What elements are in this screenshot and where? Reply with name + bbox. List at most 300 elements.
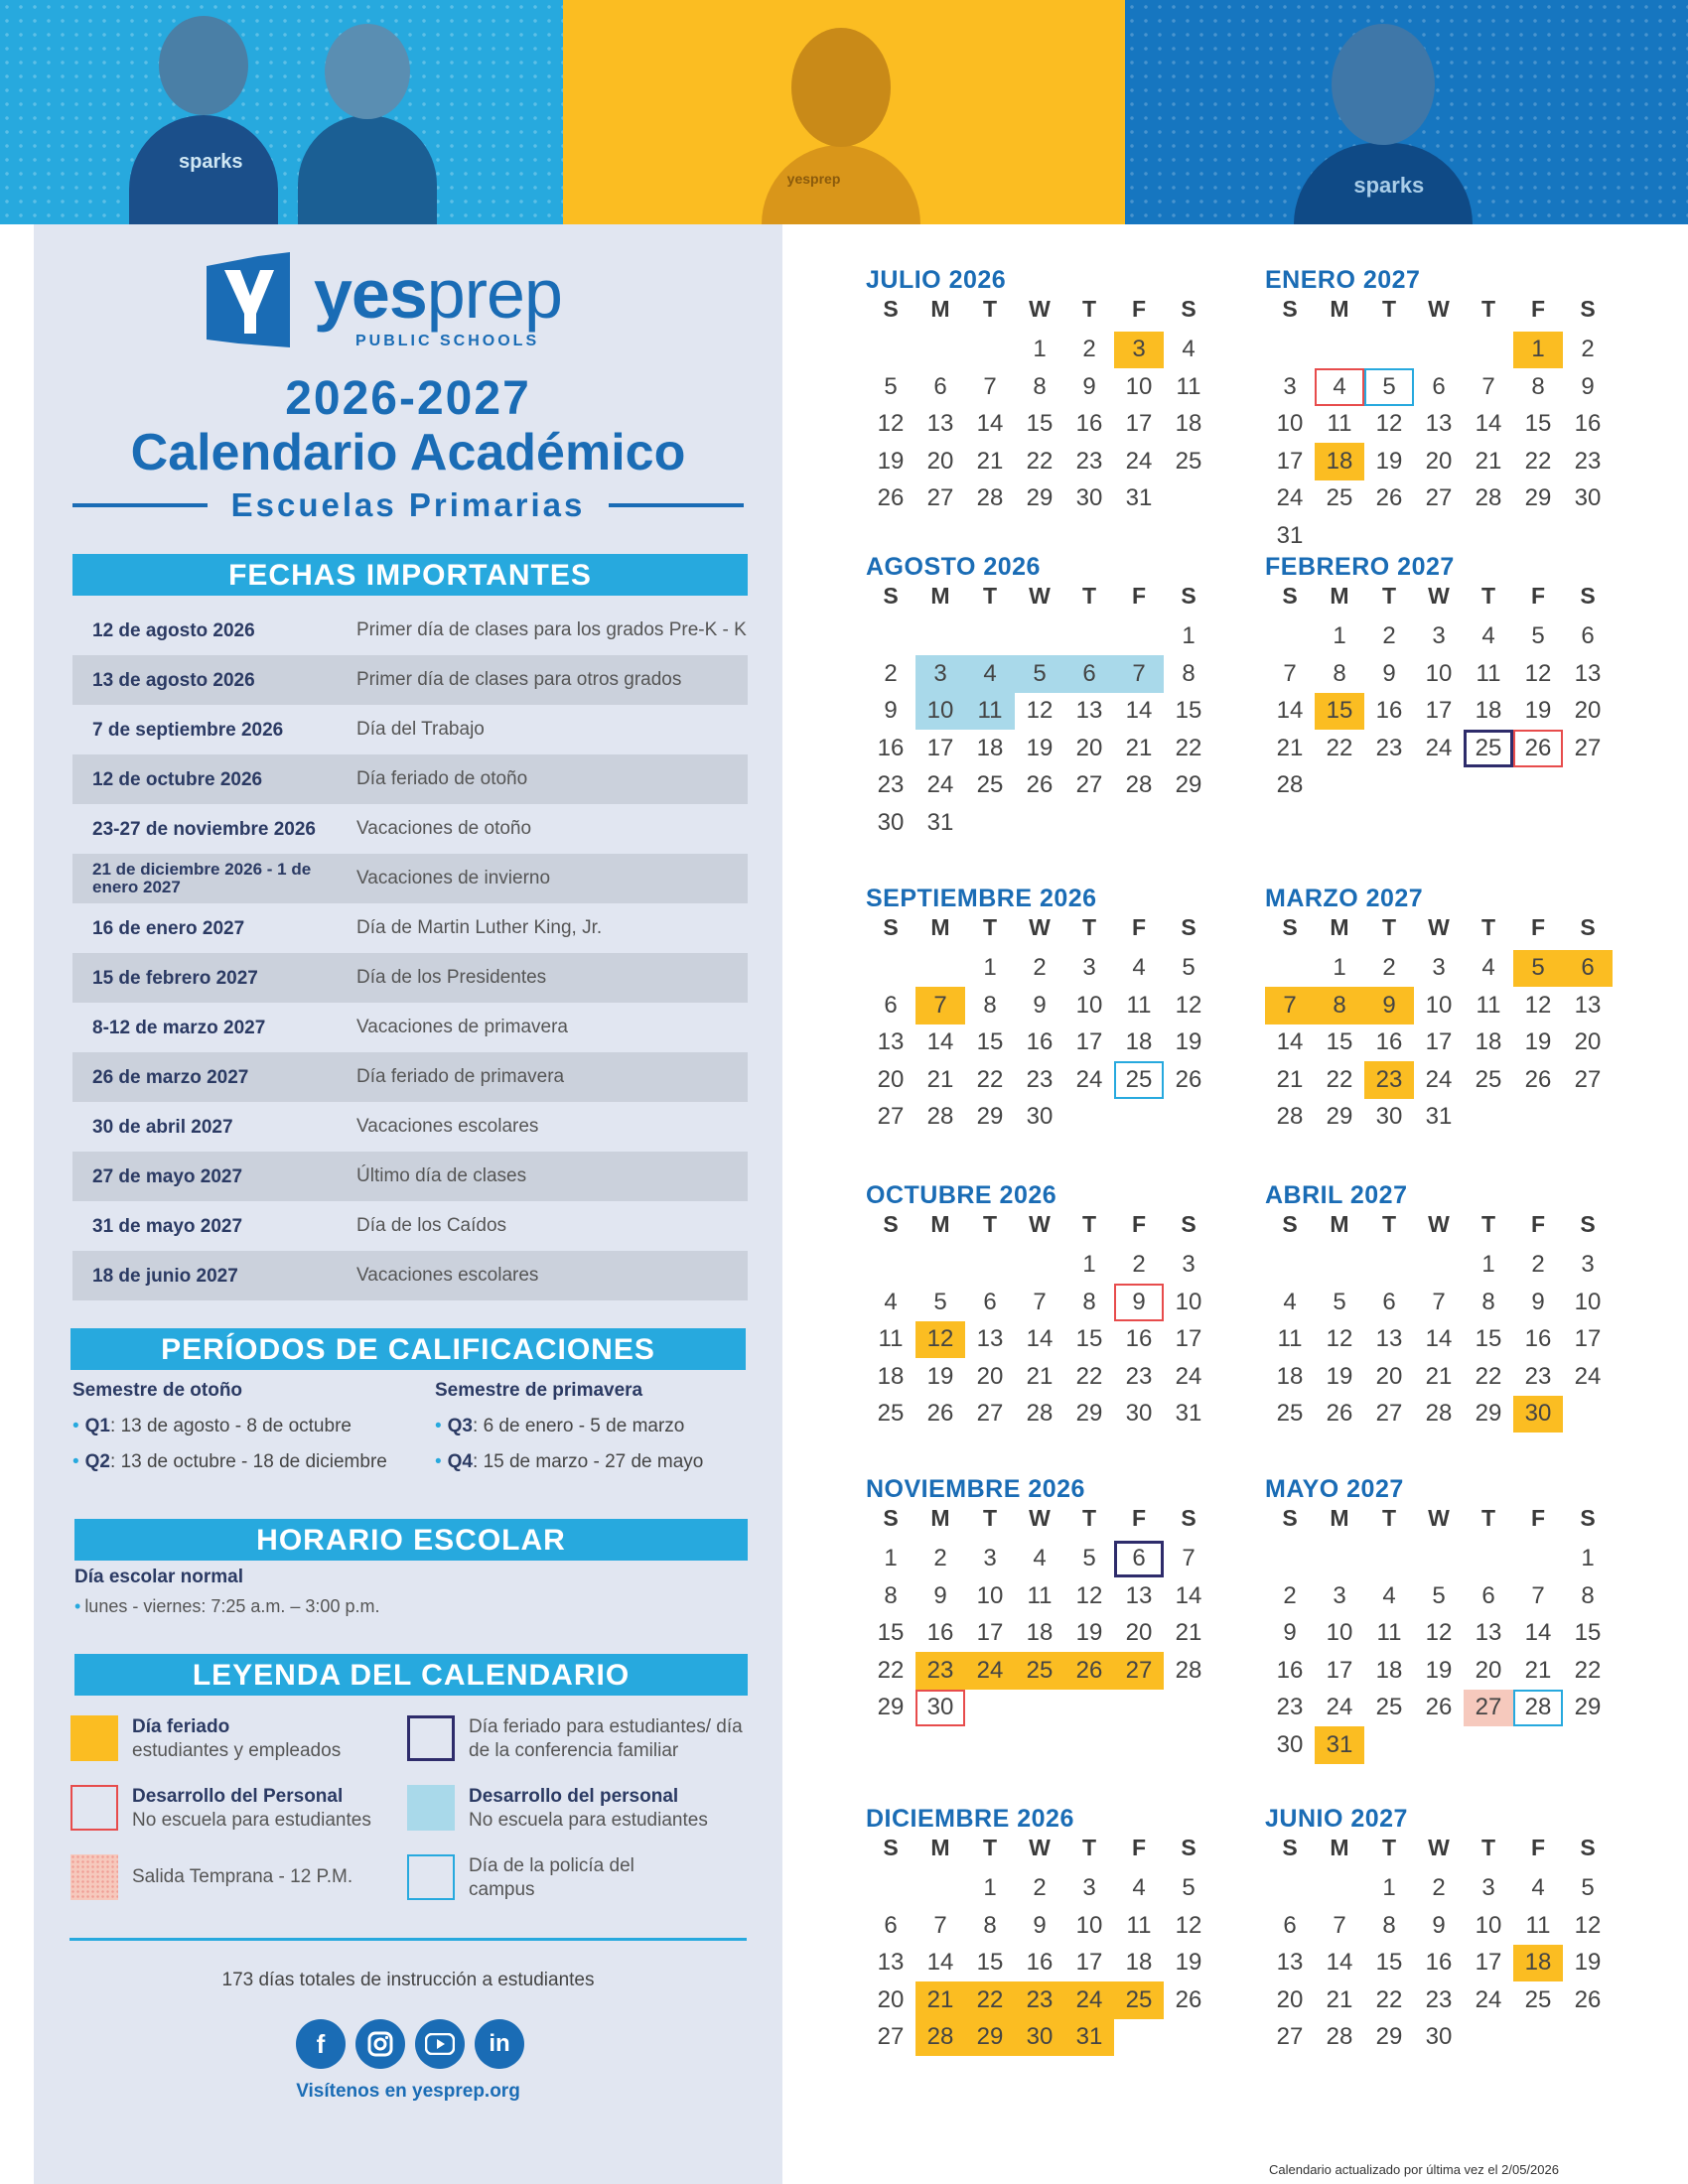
- banner-photo-student-smiling: [563, 0, 1126, 224]
- day-cell: 23: [1364, 1061, 1414, 1099]
- weekday-label: T: [982, 1504, 998, 1531]
- day-cell: 3: [1182, 1251, 1196, 1279]
- month-calendar: [866, 885, 1211, 1136]
- month-title: OCTUBRE 2026: [866, 1181, 1057, 1209]
- yes-prep-logo: [207, 252, 604, 357]
- calendar-legend-header: LEYENDA DEL CALENDARIO: [74, 1654, 748, 1696]
- weekday-label: S: [1282, 1210, 1298, 1237]
- day-cell: 18: [1475, 697, 1502, 725]
- weekday-label: S: [1282, 913, 1298, 940]
- day-cell: 22: [1026, 447, 1054, 475]
- day-cell: 31: [1315, 1726, 1364, 1764]
- day-cell: 18: [1513, 1945, 1563, 1982]
- day-cell: 19: [926, 1362, 954, 1390]
- day-cell: 17: [1075, 1028, 1103, 1056]
- day-cell: 7: [1114, 655, 1164, 693]
- weekday-label: S: [883, 913, 899, 940]
- event-description: Día de los Caídos: [356, 1215, 507, 1236]
- day-cell: 22: [1574, 1656, 1602, 1684]
- day-cell: 10: [1425, 991, 1453, 1019]
- event-date: 12 de agosto 2026: [92, 619, 255, 641]
- day-cell: 13: [877, 1028, 905, 1056]
- day-cell: 2: [933, 1545, 947, 1572]
- day-cell: 30: [1125, 1400, 1153, 1428]
- day-cell: 23: [1425, 1985, 1453, 2013]
- day-cell: 10: [915, 693, 965, 731]
- day-cell: 11: [1525, 1911, 1551, 1939]
- month-grid: [866, 912, 1211, 1136]
- weekday-label: T: [1081, 1834, 1097, 1860]
- empty-cell: [1265, 950, 1315, 988]
- day-cell: 2: [1283, 1581, 1297, 1609]
- weekday-label: T: [1081, 1210, 1097, 1237]
- day-cell: 3: [915, 655, 965, 693]
- day-cell: 8: [1481, 1288, 1495, 1315]
- day-cell: 20: [1276, 1985, 1304, 2013]
- empty-cell: [965, 618, 1015, 656]
- student-figure: sparks: [129, 115, 278, 224]
- table-row: [72, 1102, 748, 1152]
- day-cell: 29: [1175, 771, 1202, 799]
- day-cell: 28: [1326, 2023, 1353, 2051]
- day-cell: 28: [1026, 1400, 1054, 1428]
- day-cell: 1: [884, 1545, 898, 1572]
- legend-holiday: Día feriado estudiantes y empleados: [70, 1715, 398, 1763]
- linkedin-icon[interactable]: in: [475, 2019, 524, 2069]
- day-cell: 1: [1481, 1251, 1495, 1279]
- day-cell: 25: [1114, 1061, 1164, 1099]
- day-cell: 24: [1276, 484, 1304, 512]
- empty-cell: [1364, 1247, 1414, 1285]
- day-cell: 21: [926, 1065, 954, 1093]
- empty-cell: [1414, 1247, 1464, 1285]
- day-cell: 19: [1175, 1028, 1202, 1056]
- weekday-label: T: [982, 295, 998, 322]
- day-cell: 24: [965, 1652, 1015, 1690]
- day-cell: 21: [1276, 1065, 1304, 1093]
- day-cell: 20: [1574, 697, 1602, 725]
- day-cell: 6: [1382, 1288, 1396, 1315]
- event-date: 31 de mayo 2027: [92, 1215, 243, 1237]
- day-cell: 7: [1265, 987, 1315, 1024]
- day-cell: 24: [1075, 1065, 1103, 1093]
- day-cell: 1: [1182, 622, 1196, 650]
- month-title: MAYO 2027: [1265, 1475, 1404, 1503]
- day-cell: 8: [1182, 659, 1196, 687]
- weekday-label: S: [1181, 1504, 1196, 1531]
- day-cell: 9: [1114, 1284, 1164, 1321]
- day-cell: 14: [926, 1028, 954, 1056]
- last-updated-note: Calendario actualizado por última vez el 2/05/2026: [1269, 2162, 1559, 2177]
- empty-cell: [866, 1870, 915, 1908]
- day-cell: 14: [1026, 1325, 1054, 1353]
- day-cell: 6: [1563, 950, 1613, 988]
- weekday-label: S: [1181, 1210, 1196, 1237]
- event-date: 12 de octubre 2026: [92, 768, 263, 790]
- day-cell: 25: [1175, 447, 1202, 475]
- weekday-label: T: [1381, 913, 1397, 940]
- day-cell: 19: [1375, 447, 1403, 475]
- event-description: Vacaciones de primavera: [356, 1017, 568, 1037]
- day-cell: 3: [1333, 1581, 1346, 1609]
- day-cell: 13: [976, 1325, 1004, 1353]
- student-figure: sparks: [1294, 143, 1473, 224]
- empty-cell: [1015, 618, 1064, 656]
- day-cell: 2: [1082, 336, 1096, 363]
- day-cell: 22: [1326, 734, 1353, 761]
- weekday-label: S: [1580, 913, 1596, 940]
- day-cell: 12: [1175, 991, 1202, 1019]
- empty-cell: [1265, 1541, 1315, 1578]
- spring-semester: Semestre de primavera • Q3: 6 de enero - 5 de marzo • Q4: 15 de marzo - 27 de mayo: [435, 1380, 704, 1472]
- day-cell: 7: [1432, 1288, 1446, 1315]
- day-cell: 31: [1276, 521, 1304, 549]
- day-cell: 1: [983, 1874, 997, 1902]
- event-description: Día feriado de otoño: [356, 768, 528, 789]
- day-cell: 2: [884, 659, 898, 687]
- day-cell: 15: [976, 1028, 1004, 1056]
- day-cell: 20: [1425, 447, 1453, 475]
- day-cell: 18: [1026, 1619, 1054, 1647]
- day-cell: 7: [983, 372, 997, 400]
- day-cell: 30: [1375, 1103, 1403, 1131]
- day-cell: 17: [1475, 1949, 1502, 1977]
- weekday-label: T: [1480, 582, 1496, 609]
- event-description: Día de Martin Luther King, Jr.: [356, 917, 603, 938]
- weekday-label: W: [1029, 295, 1051, 322]
- weekday-label: F: [1131, 1210, 1147, 1237]
- day-cell: 25: [1276, 1400, 1304, 1428]
- day-cell: 28: [1513, 1690, 1563, 1727]
- day-cell: 6: [1283, 1911, 1297, 1939]
- important-dates-header: FECHAS IMPORTANTES: [72, 554, 748, 596]
- legend-staff-development-red: Desarrollo del Personal No escuela para estudiantes: [70, 1785, 398, 1833]
- day-cell: 6: [933, 372, 947, 400]
- day-cell: 17: [1125, 410, 1153, 438]
- day-cell: 23: [1375, 734, 1403, 761]
- day-cell: 26: [1513, 730, 1563, 767]
- empty-cell: [965, 332, 1015, 369]
- day-cell: 26: [1064, 1652, 1114, 1690]
- day-cell: 14: [1475, 410, 1502, 438]
- empty-cell: [1315, 1870, 1364, 1908]
- weekday-label: S: [1181, 1834, 1196, 1860]
- youtube-icon[interactable]: [415, 2019, 465, 2069]
- day-cell: 4: [1481, 622, 1495, 650]
- day-cell: 26: [1026, 771, 1054, 799]
- weekday-label: M: [930, 1210, 950, 1237]
- day-cell: 28: [1276, 771, 1304, 799]
- month-calendar: [1265, 553, 1611, 804]
- day-cell: 16: [1026, 1028, 1054, 1056]
- day-cell: 4: [1382, 1581, 1396, 1609]
- month-calendar: [1265, 266, 1611, 555]
- event-date: 30 de abril 2027: [92, 1116, 233, 1138]
- table-row: [72, 1052, 748, 1102]
- day-cell: 10: [1425, 659, 1453, 687]
- day-cell: 17: [1425, 1028, 1453, 1056]
- day-cell: 15: [1524, 410, 1552, 438]
- day-cell: 29: [1375, 2023, 1403, 2051]
- day-cell: 16: [926, 1619, 954, 1647]
- day-cell: 12: [1326, 1325, 1353, 1353]
- day-cell: 4: [1033, 1545, 1047, 1572]
- table-row: [72, 854, 748, 903]
- empty-cell: [1114, 618, 1164, 656]
- day-cell: 13: [1574, 991, 1602, 1019]
- event-description: Día feriado de primavera: [356, 1066, 565, 1087]
- day-cell: 14: [1125, 697, 1153, 725]
- day-cell: 4: [1531, 1874, 1545, 1902]
- weekday-label: W: [1428, 1504, 1450, 1531]
- day-cell: 30: [1075, 484, 1103, 512]
- day-cell: 5: [1182, 1874, 1196, 1902]
- school-year: 2026-2027: [285, 372, 531, 425]
- day-cell: 20: [877, 1065, 905, 1093]
- day-cell: 23: [877, 771, 905, 799]
- day-cell: 10: [1276, 410, 1304, 438]
- day-cell: 18: [1125, 1949, 1153, 1977]
- empty-cell: [1364, 332, 1414, 369]
- day-cell: 11: [1476, 991, 1501, 1019]
- day-cell: 23: [1125, 1362, 1153, 1390]
- day-cell: 12: [1375, 410, 1403, 438]
- weekday-label: S: [1580, 1210, 1596, 1237]
- day-cell: 7: [1283, 659, 1297, 687]
- empty-cell: [1414, 1541, 1464, 1578]
- month-grid: [1265, 1833, 1611, 2056]
- day-cell: 18: [1276, 1362, 1304, 1390]
- day-cell: 5: [1364, 368, 1414, 406]
- day-cell: 26: [877, 484, 905, 512]
- weekday-label: S: [1282, 295, 1298, 322]
- table-row: [72, 1003, 748, 1052]
- weekday-label: S: [883, 582, 899, 609]
- day-cell: 15: [1075, 1325, 1103, 1353]
- important-dates-table: [72, 606, 748, 1300]
- event-date: 18 de junio 2027: [92, 1265, 238, 1287]
- instagram-icon[interactable]: [355, 2019, 405, 2069]
- day-cell: 19: [1425, 1656, 1453, 1684]
- empty-cell: [1513, 1541, 1563, 1578]
- empty-cell: [1464, 332, 1513, 369]
- day-cell: 14: [976, 410, 1004, 438]
- day-cell: 7: [1333, 1911, 1346, 1939]
- day-cell: 20: [1574, 1028, 1602, 1056]
- event-description: Vacaciones de otoño: [356, 818, 532, 839]
- day-cell: 4: [1481, 954, 1495, 982]
- month-title: NOVIEMBRE 2026: [866, 1475, 1085, 1503]
- day-cell: 19: [1026, 734, 1054, 761]
- weekday-label: T: [982, 582, 998, 609]
- day-cell: 21: [1326, 1985, 1353, 2013]
- day-cell: 12: [877, 410, 905, 438]
- event-date: 21 de diciembre 2026 - 1 de enero 2027: [92, 860, 312, 896]
- weekday-label: S: [1580, 1834, 1596, 1860]
- month-title: JULIO 2026: [866, 266, 1007, 294]
- day-cell: 11: [1027, 1581, 1053, 1609]
- website-link[interactable]: Visítenos en yesprep.org: [296, 2081, 520, 2102]
- weekday-label: S: [1580, 295, 1596, 322]
- day-cell: 28: [1475, 484, 1502, 512]
- weekday-label: T: [1081, 913, 1097, 940]
- day-cell: 11: [1176, 372, 1201, 400]
- event-description: Vacaciones escolares: [356, 1116, 539, 1137]
- day-cell: 29: [1075, 1400, 1103, 1428]
- day-cell: 30: [1026, 1103, 1054, 1131]
- day-cell: 22: [877, 1656, 905, 1684]
- school-schedule: Día escolar normal • lunes - viernes: 7:25 a.m. – 3:00 p.m.: [74, 1567, 380, 1616]
- weekday-label: T: [1081, 1504, 1097, 1531]
- day-cell: 16: [1026, 1949, 1054, 1977]
- day-cell: 15: [1175, 697, 1202, 725]
- photo-banner: [0, 0, 1688, 224]
- day-cell: 22: [1326, 1065, 1353, 1093]
- day-cell: 13: [1125, 1581, 1153, 1609]
- day-cell: 18: [1375, 1656, 1403, 1684]
- day-cell: 25: [1015, 1652, 1064, 1690]
- day-cell: 21: [1026, 1362, 1054, 1390]
- event-description: Vacaciones escolares: [356, 1265, 539, 1286]
- day-cell: 12: [1574, 1911, 1602, 1939]
- day-cell: 30: [1574, 484, 1602, 512]
- day-cell: 17: [1075, 1949, 1103, 1977]
- day-cell: 13: [1574, 659, 1602, 687]
- legend-staff-development-blue: Desarrollo del personal No escuela para estudiantes: [407, 1785, 767, 1833]
- month-calendar: [1265, 1475, 1611, 1764]
- total-instruction-days: 173 días totales de instrucción a estudiantes: [221, 1970, 595, 1990]
- month-title: DICIEMBRE 2026: [866, 1805, 1074, 1833]
- day-cell: 11: [1126, 991, 1152, 1019]
- weekday-label: S: [1181, 582, 1196, 609]
- day-cell: 25: [976, 771, 1004, 799]
- event-description: Último día de clases: [356, 1165, 527, 1186]
- day-cell: 3: [1082, 954, 1096, 982]
- day-cell: 14: [1175, 1581, 1202, 1609]
- day-cell: 6: [1432, 372, 1446, 400]
- day-cell: 20: [1375, 1362, 1403, 1390]
- day-cell: 15: [976, 1949, 1004, 1977]
- day-cell: 28: [1125, 771, 1153, 799]
- month-title: ENERO 2027: [1265, 266, 1421, 294]
- table-row: [72, 1251, 748, 1300]
- day-cell: 28: [915, 2019, 965, 2057]
- student-figure: [298, 115, 437, 224]
- day-cell: 29: [965, 2019, 1015, 2057]
- month-calendar: [866, 553, 1211, 842]
- day-cell: 9: [933, 1581, 947, 1609]
- weekday-label: S: [1282, 582, 1298, 609]
- facebook-icon[interactable]: f: [296, 2019, 346, 2069]
- empty-cell: [1315, 1541, 1364, 1578]
- month-grid: [866, 1833, 1211, 2056]
- day-cell: 31: [926, 808, 954, 836]
- day-cell: 22: [1375, 1985, 1403, 2013]
- day-cell: 23: [915, 1652, 965, 1690]
- day-cell: 21: [1425, 1362, 1453, 1390]
- day-cell: 9: [1531, 1288, 1545, 1315]
- empty-cell: [1265, 1247, 1315, 1285]
- day-cell: 25: [1524, 1985, 1552, 2013]
- weekday-label: W: [1428, 582, 1450, 609]
- day-cell: 24: [926, 771, 954, 799]
- event-description: Día del Trabajo: [356, 719, 485, 740]
- page-subtitle: Escuelas Primarias: [72, 482, 744, 528]
- empty-cell: [915, 332, 965, 369]
- weekday-label: T: [1081, 582, 1097, 609]
- day-cell: 9: [1581, 372, 1595, 400]
- event-date: 13 de agosto 2026: [92, 669, 255, 691]
- table-row: [72, 903, 748, 953]
- weekday-label: M: [1330, 1834, 1349, 1860]
- day-cell: 11: [878, 1325, 904, 1353]
- day-cell: 4: [965, 655, 1015, 693]
- day-cell: 28: [976, 484, 1004, 512]
- day-cell: 29: [1524, 484, 1552, 512]
- day-cell: 14: [1326, 1949, 1353, 1977]
- day-cell: 24: [1425, 734, 1453, 761]
- day-cell: 27: [877, 1103, 905, 1131]
- day-cell: 7: [1033, 1288, 1047, 1315]
- month-grid: [866, 581, 1211, 842]
- day-cell: 28: [1175, 1656, 1202, 1684]
- weekday-label: S: [1181, 295, 1196, 322]
- weekday-label: F: [1131, 582, 1147, 609]
- day-cell: 25: [1475, 1065, 1502, 1093]
- day-cell: 8: [1033, 372, 1047, 400]
- day-cell: 24: [1175, 1362, 1202, 1390]
- weekday-label: T: [982, 913, 998, 940]
- empty-cell: [965, 1247, 1015, 1285]
- day-cell: 27: [1375, 1400, 1403, 1428]
- weekday-label: T: [1480, 1210, 1496, 1237]
- banner-photo-student-cap: [1125, 0, 1688, 224]
- month-grid: [1265, 294, 1611, 555]
- day-cell: 1: [1513, 332, 1563, 369]
- day-cell: 12: [1026, 697, 1054, 725]
- day-cell: 13: [1425, 410, 1453, 438]
- legend-family-day: Día feriado para estudiantes/ día de la conferencia familiar: [407, 1715, 767, 1763]
- weekday-label: M: [1330, 295, 1349, 322]
- day-cell: 1: [1581, 1545, 1595, 1572]
- empty-cell: [1015, 1247, 1064, 1285]
- day-cell: 4: [1132, 954, 1146, 982]
- day-cell: 17: [1425, 697, 1453, 725]
- day-cell: 5: [884, 372, 898, 400]
- day-cell: 18: [1175, 410, 1202, 438]
- day-cell: 27: [1425, 484, 1453, 512]
- day-cell: 28: [1276, 1103, 1304, 1131]
- day-cell: 13: [877, 1949, 905, 1977]
- day-cell: 15: [1375, 1949, 1403, 1977]
- day-cell: 12: [1524, 991, 1552, 1019]
- day-cell: 17: [1574, 1325, 1602, 1353]
- day-cell: 3: [1283, 372, 1297, 400]
- day-cell: 26: [1574, 1985, 1602, 2013]
- weekday-label: W: [1029, 1504, 1051, 1531]
- day-cell: 11: [1376, 1619, 1402, 1647]
- weekday-label: S: [1282, 1504, 1298, 1531]
- day-cell: 26: [926, 1400, 954, 1428]
- month-grid: [1265, 1503, 1611, 1764]
- day-cell: 27: [1574, 734, 1602, 761]
- weekday-label: T: [1381, 582, 1397, 609]
- day-cell: 18: [1475, 1028, 1502, 1056]
- weekday-label: M: [1330, 1210, 1349, 1237]
- day-cell: 6: [1481, 1581, 1495, 1609]
- day-cell: 19: [1075, 1619, 1103, 1647]
- day-cell: 8: [983, 1911, 997, 1939]
